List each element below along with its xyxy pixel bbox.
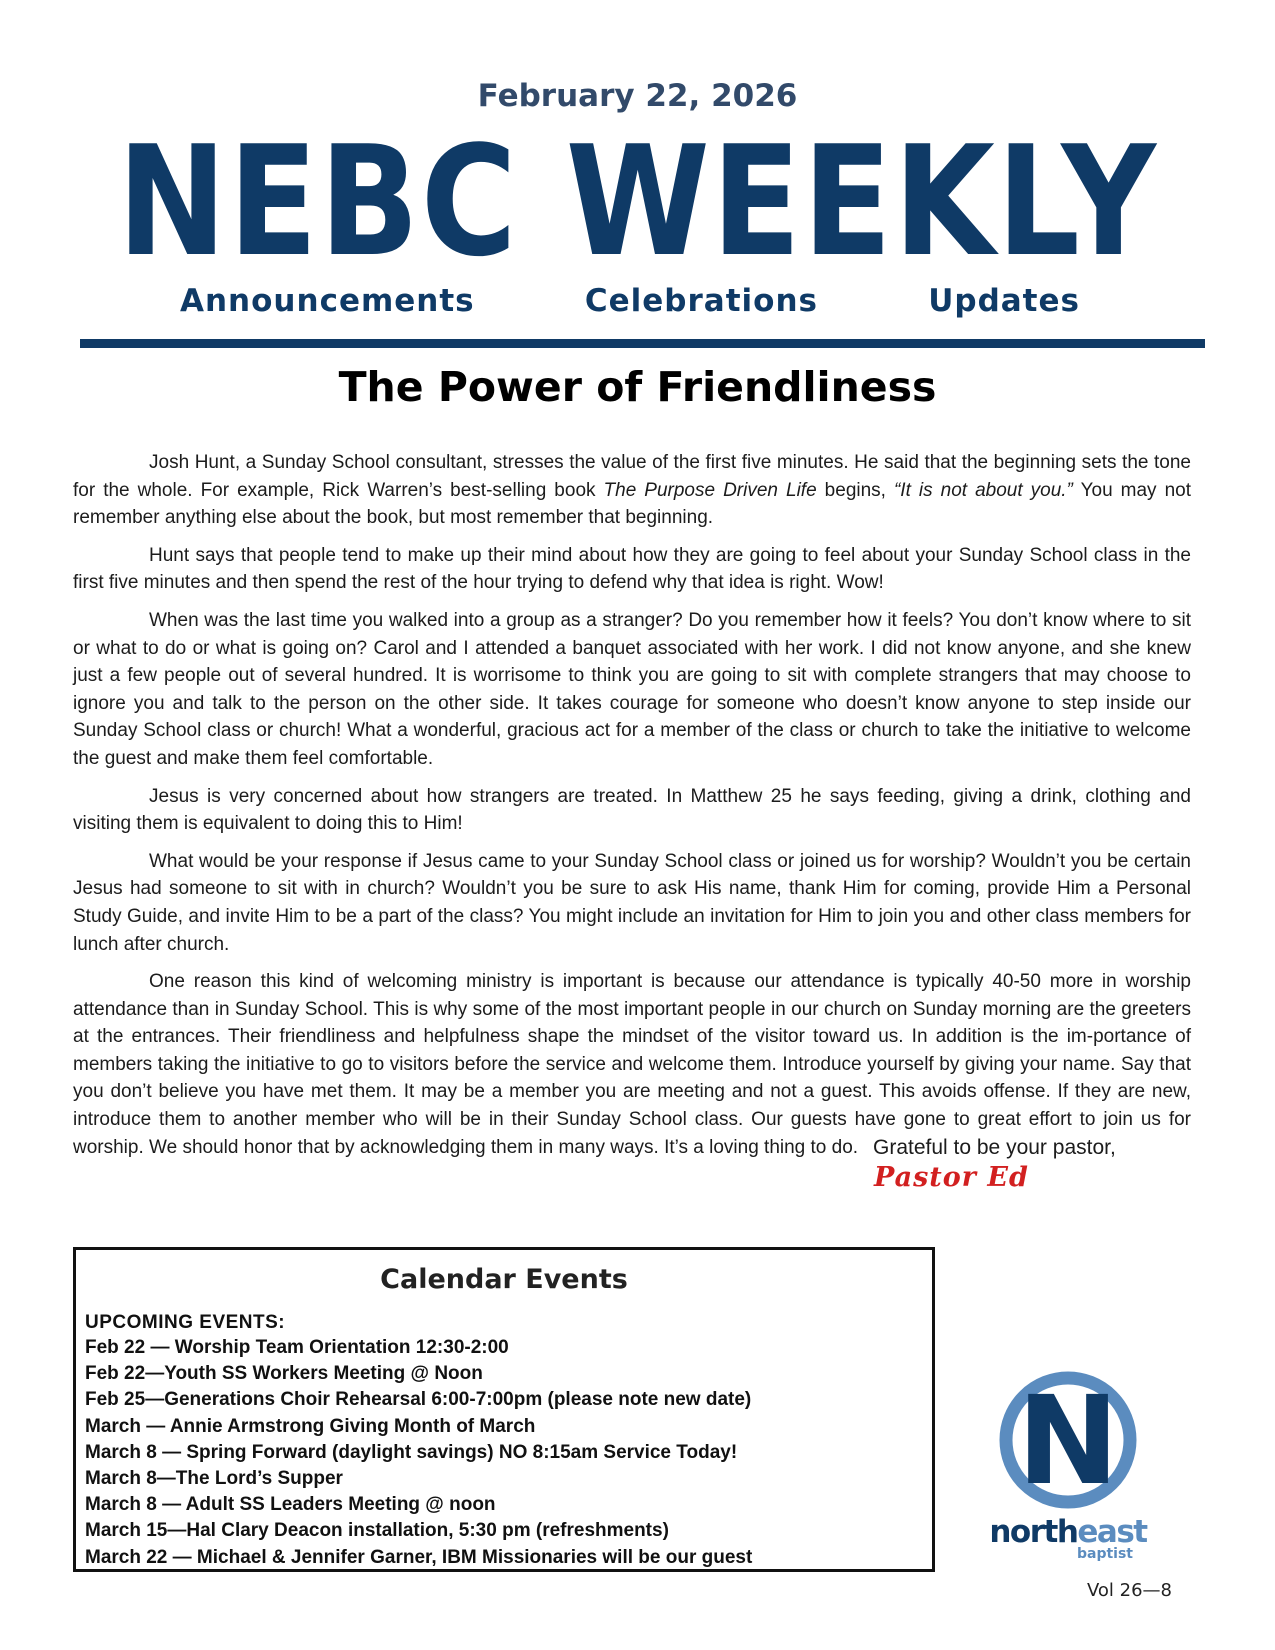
issue-date: February 22, 2026 (477, 78, 798, 114)
tagline-announcements: Announcements (180, 283, 475, 319)
book-quote: “It is not about you.” (893, 479, 1073, 501)
article-paragraph-4: Jesus is very concerned about how strangers are treated. In Matthew 25 he says feeding, giving a drink, clothing and visiting them is equivalent to doing this to Him! (73, 785, 1191, 835)
volume-number: Vol 26—8 (1087, 1580, 1173, 1601)
logo-wordmark: northeast (989, 1514, 1147, 1550)
masthead-divider (80, 339, 1205, 348)
calendar-event: March 22 — Michael & Jennifer Garner, IBM Missionaries will be our guest (85, 1546, 753, 1568)
article-paragraph-6: One reason this kind of welcoming ministry is important is because our attendance is typically 40-50 more in worship attendance than in Sunday School. This is why some of the most important people in our church on Sunday morning are the greeters at the entrances. Their friendliness and helpfulness shape the mindset of the visitor toward us. In addition is the im-portance of members taking the initiative to go to visitors before the service and welcome them. Introduce yourself by giving your name. Say that you don’t believe you have met them. It may be a member you are meeting and not a guest. This avoids offense. If they are new, introduce them to another member who will be in their Sunday School class. Our guests have gone to great effort to join us for worship. We should honor that by acknowledging them in many ways. It’s a loving thing to do. (73, 971, 1191, 1158)
pastor-signoff: Grateful to be your pastor, (873, 1136, 1116, 1159)
church-logo (988, 1365, 1148, 1561)
calendar-event: Feb 22 — Worship Team Orientation 12:30-2:00 (85, 1337, 509, 1358)
article-body (73, 449, 1191, 1171)
calendar-event: March 8 — Adult SS Leaders Meeting @ noon (85, 1494, 496, 1516)
logo-subtext: baptist (1076, 1546, 1133, 1562)
article-paragraph-3: When was the last time you walked into a group as a stranger? Do you remember how it feels? You don’t know where to sit or what to do or what is going on? Carol and I attended a banquet associated with her work. I did not know anyone, and she knew just a few people out of several hundred. It is worrisome to think you are going to sit with complete strangers that may choose to ignore you and talk to the person on the other side. It takes courage for someone who doesn’t know anyone to step inside our Sunday School class or church! What a wonderful, gracious act for a member of the class or church to take the initiative to welcome the guest and make them feel comfortable. (73, 609, 1191, 769)
tagline-celebrations: Celebrations (584, 283, 818, 319)
article-paragraph-5: What would be your response if Jesus came to your Sunday School class or joined us for worship? Wouldn’t you be certain Jesus had someone to sit with in church? Wouldn’t you be sure to ask His name, thank Him for coming, provide Him a Personal Study Guide, and invite Him to be a part of the class? You might include an invitation for Him to join you and other class members for lunch after church. (73, 850, 1191, 955)
calendar-list (85, 1310, 923, 1571)
calendar-heading: UPCOMING EVENTS: (85, 1312, 286, 1333)
n-circle-icon (993, 1365, 1143, 1515)
calendar-event: March 15—Hal Clary Deacon installation, 5:30 pm (refreshments) (85, 1520, 669, 1542)
calendar-event: Feb 25—Generations Choir Rehearsal 6:00-7:00pm (please note new date) (85, 1389, 752, 1411)
masthead-title: NEBC WEEKLY (117, 113, 1158, 290)
tagline (180, 283, 1080, 319)
logo-letter: N (1016, 1370, 1120, 1512)
calendar-event: Feb 22—Youth SS Workers Meeting @ Noon (85, 1363, 483, 1385)
pastor-signature: Pastor Ed (874, 1162, 1029, 1193)
calendar-events-box (73, 1247, 935, 1572)
article-paragraph-1: Josh Hunt, a Sunday School consultant, stresses the value of the first five minutes. He said that the beginning sets the tone for the whole. For example, Rick Warren’s best-selling book The Purpose Driven Life begins, “It is not about you.” You may not remember anything else about the book, but most remember that beginning. (73, 452, 1191, 529)
tagline-updates: Updates (928, 283, 1080, 319)
calendar-event: March 8 — Spring Forward (daylight savings) NO 8:15am Service Today! (85, 1441, 738, 1463)
book-title: The Purpose Driven Life (603, 479, 817, 501)
article-title: The Power of Friendliness (338, 363, 937, 411)
calendar-title: Calendar Events (380, 1264, 628, 1295)
article-paragraph-2: Hunt says that people tend to make up their mind about how they are going to feel about your Sunday School class in the first five minutes and then spend the rest of the hour trying to defend why that idea is right. Wow! (73, 544, 1191, 594)
calendar-event: March 8—The Lord’s Supper (85, 1468, 343, 1490)
calendar-event: March — Annie Armstrong Giving Month of March (85, 1415, 536, 1437)
